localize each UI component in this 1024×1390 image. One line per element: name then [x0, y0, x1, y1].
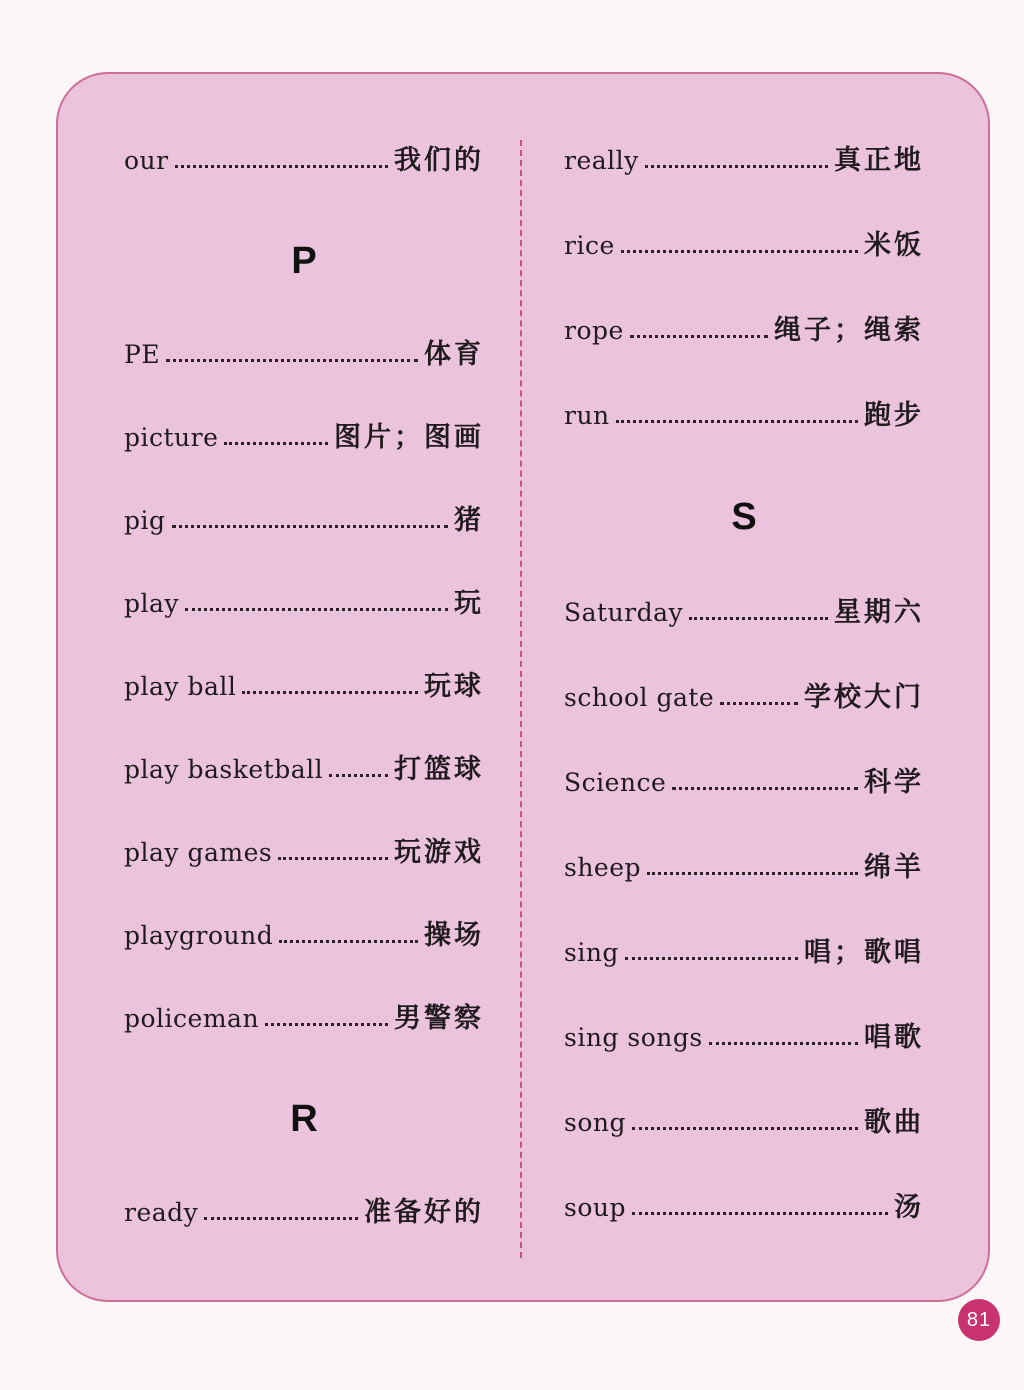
column-divider: [520, 140, 522, 1258]
dot-leader: [224, 442, 328, 445]
dot-leader: [672, 787, 858, 790]
entry-word: song: [564, 1108, 626, 1137]
glossary-entry: [124, 664, 484, 704]
glossary-entry: [564, 675, 924, 715]
entry-word: PE: [124, 340, 161, 369]
entry-translation: 米饭: [864, 230, 924, 261]
entry-word: Science: [564, 768, 667, 797]
dot-leader: [632, 1212, 888, 1215]
dot-leader: [242, 691, 418, 694]
entry-translation: 唱；歌唱: [804, 937, 924, 968]
entry-word: Saturday: [564, 598, 684, 627]
glossary-entry: [124, 996, 484, 1036]
glossary-entry: [564, 1100, 924, 1140]
entry-translation: 汤: [894, 1192, 924, 1223]
entry-word: our: [124, 146, 169, 175]
glossary-entry: [124, 830, 484, 870]
entry-word: play basketball: [124, 755, 324, 784]
entry-translation: 操场: [424, 920, 484, 951]
entry-translation: 玩球: [424, 671, 484, 702]
dot-leader: [172, 525, 448, 528]
entry-translation: 绳子；绳索: [774, 315, 924, 346]
dot-leader: [632, 1127, 858, 1130]
entry-word: policeman: [124, 1004, 260, 1033]
dot-leader: [689, 617, 828, 620]
glossary-entry: [564, 845, 924, 885]
entry-translation: 绵羊: [864, 852, 924, 883]
entry-word: rope: [564, 316, 624, 345]
glossary-entry: [564, 308, 924, 348]
entry-word: ready: [124, 1198, 199, 1227]
glossary-entry: [124, 1190, 484, 1230]
section-letter-r: R: [290, 1098, 318, 1140]
glossary-entry: [124, 138, 484, 178]
entry-translation: 星期六: [834, 597, 924, 628]
entry-translation: 学校大门: [804, 682, 924, 713]
entry-translation: 体育: [424, 339, 484, 370]
entry-translation: 男警察: [394, 1003, 484, 1034]
dot-leader: [278, 857, 388, 860]
dot-leader: [647, 872, 858, 875]
glossary-entry: [124, 498, 484, 538]
entry-translation: 唱歌: [864, 1022, 924, 1053]
glossary-entry: [564, 930, 924, 970]
dot-leader: [265, 1023, 388, 1026]
entry-translation: 打篮球: [394, 754, 484, 785]
entry-word: pig: [124, 506, 166, 535]
entry-word: play ball: [124, 672, 237, 701]
glossary-entry: [564, 393, 924, 433]
entry-word: run: [564, 401, 610, 430]
glossary-entry: [124, 332, 484, 372]
entry-translation: 真正地: [834, 145, 924, 176]
entry-translation: 科学: [864, 767, 924, 798]
glossary-entry: [124, 747, 484, 787]
glossary-entry: [564, 1015, 924, 1055]
glossary-entry: [564, 760, 924, 800]
entry-word: sing songs: [564, 1023, 703, 1052]
entry-word: picture: [124, 423, 219, 452]
dot-leader: [621, 250, 858, 253]
entry-word: play games: [124, 838, 273, 867]
entry-word: sing: [564, 938, 619, 967]
dot-leader: [616, 420, 858, 423]
glossary-entry: [564, 590, 924, 630]
section-letter-p: P: [291, 240, 317, 282]
entry-translation: 图片；图画: [334, 422, 484, 453]
dot-leader: [630, 335, 768, 338]
entry-translation: 歌曲: [864, 1107, 924, 1138]
glossary-entry: [124, 581, 484, 621]
dot-leader: [329, 774, 388, 777]
entry-translation: 跑步: [864, 400, 924, 431]
dot-leader: [166, 359, 418, 362]
entry-translation: 猪: [454, 505, 484, 536]
glossary-entry: [124, 415, 484, 455]
glossary-entry: [564, 223, 924, 263]
entry-translation: 玩游戏: [394, 837, 484, 868]
entry-word: sheep: [564, 853, 642, 882]
entry-word: really: [564, 146, 639, 175]
entry-word: playground: [124, 921, 274, 950]
dot-leader: [625, 957, 798, 960]
dot-leader: [645, 165, 828, 168]
dot-leader: [204, 1217, 358, 1220]
entry-translation: 我们的: [394, 145, 484, 176]
dot-leader: [175, 165, 388, 168]
dot-leader: [709, 1042, 858, 1045]
entry-word: rice: [564, 231, 615, 260]
glossary-entry: [124, 913, 484, 953]
dot-leader: [279, 940, 418, 943]
entry-word: play: [124, 589, 180, 618]
page-number-badge: 81: [958, 1299, 1000, 1341]
entry-word: school gate: [564, 683, 715, 712]
dot-leader: [185, 608, 448, 611]
section-letter-s: S: [731, 496, 757, 538]
dot-leader: [720, 702, 798, 705]
entry-translation: 玩: [454, 588, 484, 619]
entry-translation: 准备好的: [364, 1197, 484, 1228]
glossary-entry: [564, 138, 924, 178]
glossary-entry: [564, 1185, 924, 1225]
entry-word: soup: [564, 1193, 626, 1222]
